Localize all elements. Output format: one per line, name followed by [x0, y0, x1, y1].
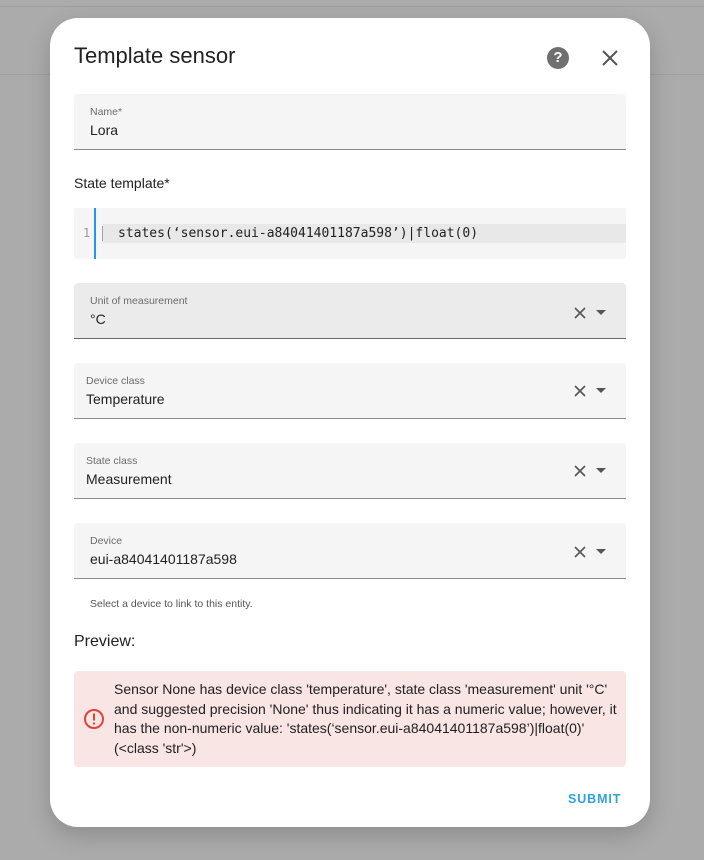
close-icon: [598, 46, 622, 70]
alert-circle-icon: [83, 708, 105, 730]
dialog-title: Template sensor: [74, 43, 236, 68]
preview-error-message: Sensor None has device class 'temperature', state class 'measurement' unit '°C' and suggested precision 'None' thus indicating it has a numeric value; however, it has the non-numeric value: 'states(‘sensor.eui-a84041401187a598’)|float(0)' (<class 'str'>): [114, 681, 617, 756]
state-template-label: State template*: [74, 175, 170, 191]
name-field-value: Lora: [90, 122, 119, 138]
unit-field-value: °C: [90, 311, 106, 327]
device-class-label: Device class: [86, 375, 145, 387]
preview-error-alert: [74, 671, 626, 767]
editor-gutter-separator: [102, 226, 103, 241]
state-class-select[interactable]: [74, 443, 626, 499]
state-template-editor[interactable]: [74, 208, 626, 259]
clear-icon[interactable]: [572, 544, 588, 560]
help-button[interactable]: [547, 47, 569, 69]
editor-line-number: 1: [83, 226, 91, 240]
chevron-down-icon[interactable]: [594, 466, 608, 476]
device-class-value: Temperature: [86, 391, 165, 407]
device-value: eui-a84041401187a598: [90, 551, 237, 567]
submit-button[interactable]: SUBMIT: [568, 792, 622, 806]
help-circle-icon: ?: [553, 49, 563, 66]
device-label: Device: [90, 535, 123, 547]
device-helper-text: Select a device to link to this entity.: [90, 598, 253, 610]
name-field-label: Name*: [90, 106, 123, 118]
clear-icon[interactable]: [572, 305, 588, 321]
template-sensor-dialog: [50, 18, 650, 827]
editor-cursor-bar: [94, 208, 96, 259]
chevron-down-icon[interactable]: [594, 547, 608, 557]
state-class-value: Measurement: [86, 471, 172, 487]
unit-of-measurement-select[interactable]: [74, 283, 626, 339]
device-class-select[interactable]: [74, 363, 626, 419]
backdrop-divider: [0, 6, 704, 7]
chevron-down-icon[interactable]: [594, 308, 608, 318]
close-button[interactable]: [598, 46, 622, 70]
editor-code-line[interactable]: states(‘sensor.eui-a84041401187a598’)|float(0): [118, 226, 479, 241]
name-field[interactable]: [74, 94, 626, 150]
unit-field-label: Unit of measurement: [90, 295, 188, 307]
device-select[interactable]: [74, 523, 626, 579]
state-class-label: State class: [86, 455, 138, 467]
chevron-down-icon[interactable]: [594, 386, 608, 396]
clear-icon[interactable]: [572, 463, 588, 479]
preview-label: Preview:: [74, 633, 136, 650]
clear-icon[interactable]: [572, 383, 588, 399]
